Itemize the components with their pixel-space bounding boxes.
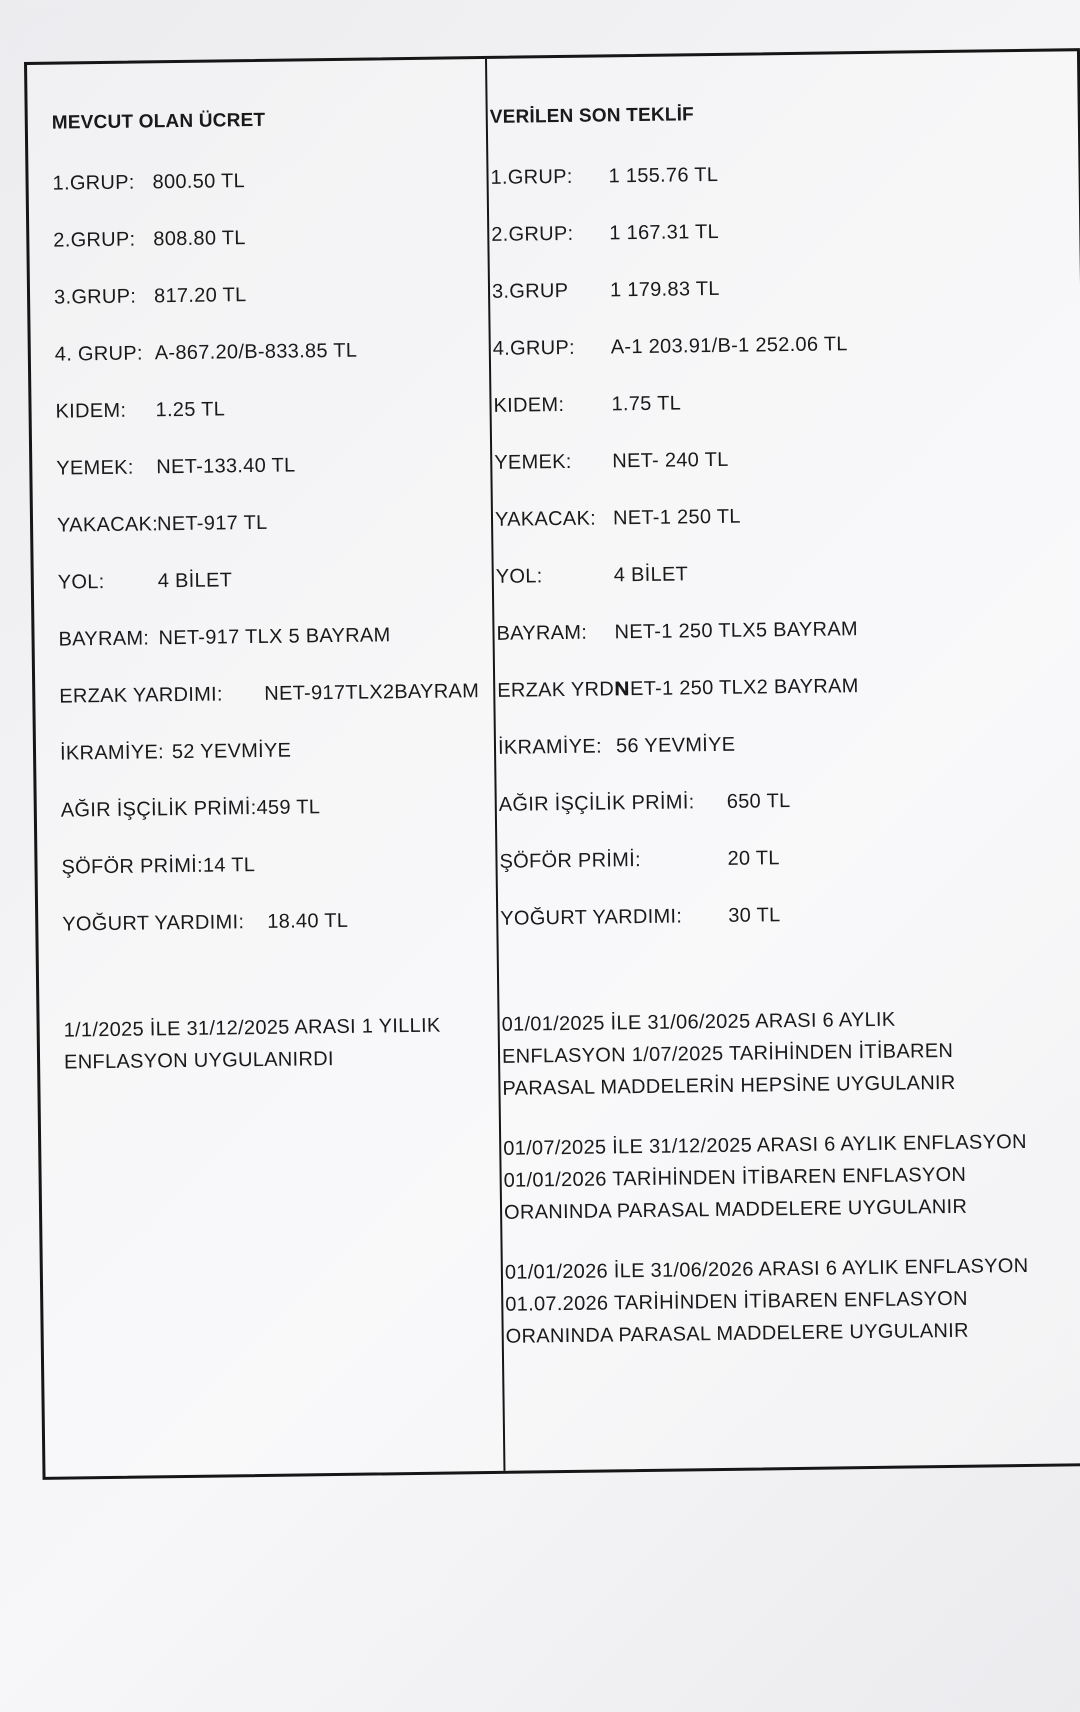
row-label: 3.GRUP:: [53, 285, 137, 309]
row-label: YOĞURT YARDIMI:: [62, 911, 245, 936]
row-label: 4. GRUP:: [54, 342, 143, 366]
row-value: NET-1 250 TL: [612, 505, 741, 530]
left-row-14: [62, 909, 349, 936]
row-label: AĞIR İŞÇİLİK PRİMİ:: [498, 791, 695, 816]
row-value: 1 155.76 TL: [608, 163, 719, 188]
final-offer-column: [489, 51, 1079, 1348]
left-row-3: [53, 284, 247, 310]
left-row-4: [54, 339, 358, 366]
row-value: 52 YEVMİYE: [171, 739, 292, 764]
offer-inflation-note-3: 01/01/2026 İLE 31/06/2026 ARASI 6 AYLIK ENFLASYON 01.07.2026 TARİHİNDEN İTİBAREN ENFLASYON ORANINDA PARASAL MADDELERE UYGULANIR: [504, 1254, 1029, 1348]
row-label: YAKACAK:: [56, 513, 159, 537]
final-offer-heading: VERİLEN SON TEKLİF: [489, 104, 695, 128]
left-row-8: [57, 569, 233, 595]
row-value: 30 TL: [728, 904, 781, 927]
row-value: 4 BİLET: [157, 569, 233, 593]
row-label: KIDEM:: [55, 399, 127, 423]
right-row-10: [497, 675, 859, 703]
column-divider: [485, 59, 505, 1471]
row-label: 3.GRUP: [491, 279, 569, 303]
row-value: NET-1 250 TLX5 BAYRAM: [614, 618, 859, 644]
left-row-12: [61, 796, 321, 822]
offer-inflation-note-2: 01/07/2025 İLE 31/12/2025 ARASI 6 AYLIK ENFLASYON 01/01/2026 TARİHİNDEN İTİBAREN ENFLASYON ORANINDA PARASAL MADDELERE UYGULANIR: [503, 1130, 1027, 1224]
right-row-5: [493, 392, 682, 418]
row-value: 4 BİLET: [613, 563, 689, 587]
row-value: 1.25 TL: [155, 398, 226, 422]
current-inflation-note: 1/1/2025 İLE 31/12/2025 ARASI 1 YILLIK ENFLASYON UYGULANIRDI: [63, 1014, 441, 1074]
row-value: 817.20 TL: [153, 284, 247, 308]
left-row-7: [56, 511, 268, 537]
row-label: YEMEK:: [56, 456, 134, 480]
row-label: KIDEM:: [493, 393, 565, 417]
row-value: A-867.20/B-833.85 TL: [154, 339, 358, 365]
right-row-7: [494, 505, 741, 532]
row-value: 459 TL: [256, 796, 321, 820]
row-label: ŞÖFÖR PRİMİ:: [61, 854, 204, 879]
right-row-13: [499, 847, 780, 874]
row-value: NET-917TLX2BAYRAM: [264, 680, 480, 705]
right-row-1: [490, 163, 719, 190]
row-value: 1 179.83 TL: [609, 277, 720, 302]
right-row-11: [497, 733, 736, 759]
left-row-5: [55, 398, 226, 424]
right-row-2: [491, 220, 720, 247]
row-value: 800.50 TL: [152, 170, 246, 194]
row-label: 1.GRUP:: [490, 165, 573, 189]
row-label: ERZAK YRDN: [497, 678, 629, 702]
right-row-12: [498, 790, 791, 817]
row-value: A-1 203.91/B-1 252.06 TL: [610, 333, 848, 359]
left-row-1: [52, 170, 246, 196]
comparison-table: [24, 48, 1080, 1480]
row-value: NET- 240 TL: [612, 448, 729, 473]
row-value: 1.75 TL: [611, 392, 682, 416]
row-label: 4.GRUP:: [492, 336, 576, 360]
row-value: NET-133.40 TL: [156, 454, 296, 479]
row-label: 2.GRUP:: [53, 228, 136, 252]
row-value: 14 TL: [202, 854, 256, 877]
row-label: YOL:: [495, 565, 543, 588]
row-label: BAYRAM:: [58, 627, 150, 651]
row-label: İKRAMİYE:: [59, 741, 165, 765]
row-value: 18.40 TL: [267, 909, 349, 933]
current-wage-heading: MEVCUT OLAN ÜCRET: [51, 109, 266, 134]
row-label: BAYRAM:: [496, 621, 588, 645]
row-label: İKRAMİYE:: [497, 735, 602, 759]
row-value: 1 167.31 TL: [609, 220, 720, 245]
left-row-9: [58, 624, 391, 651]
row-value: 650 TL: [726, 790, 791, 813]
row-value: 56 YEVMİYE: [615, 733, 736, 758]
right-row-6: [494, 448, 729, 475]
row-label: ERZAK YARDIMI:: [59, 683, 223, 708]
current-wage-column: [51, 59, 481, 1074]
row-label: YOĞURT YARDIMI:: [500, 905, 683, 930]
row-label: YEMEK:: [494, 450, 572, 474]
left-row-10: [59, 680, 480, 708]
left-row-11: [60, 740, 291, 766]
right-row-4: [492, 333, 848, 361]
right-row-8: [495, 563, 689, 589]
row-label: AĞIR İŞÇİLİK PRİMİ:: [60, 797, 257, 822]
row-label: 2.GRUP:: [491, 222, 574, 246]
row-label: YOL:: [57, 570, 105, 594]
row-value: 808.80 TL: [153, 227, 246, 251]
left-row-13: [61, 854, 255, 880]
offer-inflation-note-1: 01/01/2025 İLE 31/06/2025 ARASI 6 AYLIK ENFLASYON 1/07/2025 TARİHİNDEN İTİBAREN PARASAL MADDELERİN HEPSİNE UYGULANIR: [501, 1008, 956, 1100]
right-row-14: [500, 904, 781, 930]
row-label: 1.GRUP:: [52, 171, 135, 195]
row-label: ŞÖFÖR PRİMİ:: [499, 848, 642, 873]
row-value: NET-917 TLX 5 BAYRAM: [158, 624, 391, 650]
row-value: 20 TL: [727, 847, 780, 870]
right-row-3: [491, 277, 720, 304]
row-label: YAKACAK:: [494, 507, 597, 531]
right-row-9: [496, 618, 859, 646]
left-row-2: [53, 227, 246, 253]
left-row-6: [56, 454, 296, 481]
row-value: NET-1 250 TLX2 BAYRAM: [615, 675, 859, 701]
row-value: NET-917 TL: [156, 511, 268, 536]
